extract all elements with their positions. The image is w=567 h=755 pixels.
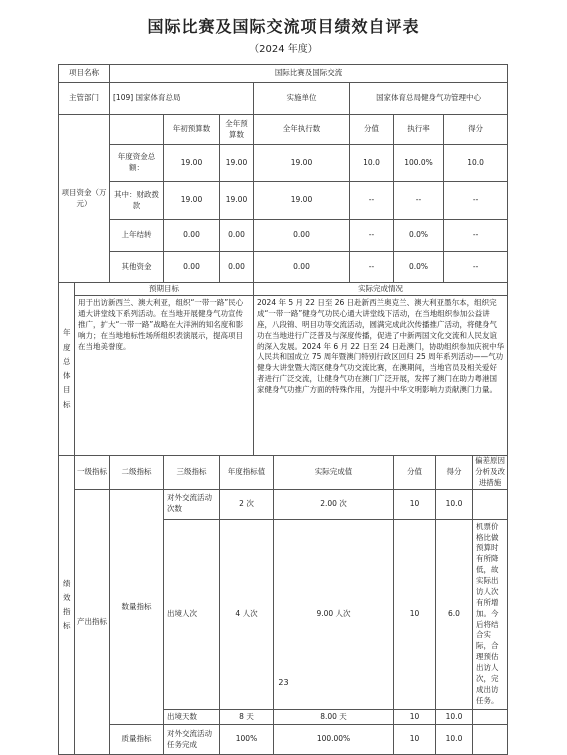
funds-cell: 19.00: [254, 182, 350, 220]
funds-cell: 10.0: [350, 145, 394, 182]
indicator-name: 出境天数: [164, 709, 220, 725]
level2-quantity: 数量指标: [110, 489, 164, 725]
project-name-label: 项目名称: [59, 65, 110, 83]
level2-quality: 质量指标: [110, 725, 164, 755]
indicator-header-target: 年度指标值: [220, 456, 274, 490]
indicator-header-actual: 实际完成值: [274, 456, 394, 490]
funds-cell: 0.0%: [394, 252, 444, 283]
funds-cell: 10.0: [444, 145, 508, 182]
funds-cell: 0.00: [164, 220, 220, 252]
expected-goal-text: 用于出访新西兰、澳大利亚，组织“一带一路”民心通大讲堂线下系列活动。在当地开展健身气功宣传推广，扩大“一带一路”战略在大洋洲的知名度和影响力；在当地地标性场所组织表演展示，提高项目在当地美誉度。: [75, 296, 254, 456]
funds-cell: --: [444, 182, 508, 220]
funds-header-score: 得分: [444, 115, 508, 145]
funds-cell: 19.00: [164, 145, 220, 182]
indicator-header-l3: 三级指标: [164, 456, 220, 490]
funds-header-annual: 全年预算数: [220, 115, 254, 145]
project-name-value: 国际比赛及国际交流: [110, 65, 508, 83]
indicator-weight: 10: [394, 725, 436, 755]
indicator-target: 2 次: [220, 489, 274, 519]
indicator-actual: 8.00 天: [274, 709, 394, 725]
dept-label: 主管部门: [59, 83, 110, 115]
indicators-section-label: 绩效指标: [59, 456, 75, 755]
funds-header-executed: 全年执行数: [254, 115, 350, 145]
indicator-actual: 100.00%: [274, 725, 394, 755]
indicator-weight: 10: [394, 489, 436, 519]
indicator-target: 8 天: [220, 709, 274, 725]
funds-header-blank: [110, 115, 164, 145]
dept-value: [109] 国家体育总局: [110, 83, 254, 115]
goals-section-label: 年度总体目标: [59, 283, 75, 456]
funds-cell: 0.00: [164, 252, 220, 283]
funds-cell: --: [444, 220, 508, 252]
evaluation-table: [58, 64, 508, 755]
level1-output: 产出指标: [75, 489, 110, 755]
unit-label: 实施单位: [254, 83, 350, 115]
funds-row-label: 其中：财政拨款: [110, 182, 164, 220]
indicator-weight: 10: [394, 709, 436, 725]
unit-value: 国家体育总局健身气功管理中心: [350, 83, 508, 115]
indicator-name: 出境人次: [164, 519, 220, 709]
document-year: （2024 年度）: [249, 44, 318, 55]
indicator-actual: 2.00 次: [274, 489, 394, 519]
actual-result-header: 实际完成情况: [254, 283, 508, 296]
indicator-target: 100%: [220, 725, 274, 755]
funds-cell: --: [394, 182, 444, 220]
funds-cell: 19.00: [220, 182, 254, 220]
indicator-deviation-empty: [473, 725, 508, 755]
funds-cell: 100.0%: [394, 145, 444, 182]
funds-row-label: 上年结转: [110, 220, 164, 252]
indicator-score: 6.0: [436, 519, 473, 709]
indicator-deviation-empty: [473, 709, 508, 725]
funds-cell: 0.0%: [394, 220, 444, 252]
funds-cell: 0.00: [254, 220, 350, 252]
indicator-target: 4 人次: [220, 519, 274, 709]
indicator-score: 10.0: [436, 725, 473, 755]
indicator-deviation-empty: [473, 489, 508, 519]
indicator-header-l1: 一级指标: [75, 456, 110, 490]
indicator-actual: 9.00 人次: [274, 519, 394, 709]
funds-cell: 0.00: [220, 220, 254, 252]
funds-cell: 19.00: [220, 145, 254, 182]
funds-cell: --: [444, 252, 508, 283]
actual-result-text: 2024 年 5 月 22 日至 26 日赴新西兰奥克兰、澳大利亚墨尔本，组织完成“一带一路”健身气功民心通大讲堂线下活动，在当地组织参加公益讲座，八段锦、明目功等交流活动，圆满完成此次传播推广活动，将健身气功在当地进行广泛普及与深度传播，促进了中新两国文化交流和人民友谊的深入发展。2024 年 6 月 22 日至 24 日赴澳门，协助组织参加庆祝中华人民共和国成立 75 周年暨澳门特别行政区回归 25 周年系列活动——气功健身大讲堂暨大湾区健身气功交流比赛，在澳期间，当地官员及相关爱好者进行广泛交流，让健身气功在澳门广泛开展，发挥了澳门在助力粤港国家健身气功推广方面的特殊作用，为提升中华文明影响力贡献澳门力量。: [254, 296, 508, 456]
funds-cell: --: [350, 252, 394, 283]
funds-cell: 19.00: [254, 145, 350, 182]
funds-header-initial: 年初预算数: [164, 115, 220, 145]
indicator-name: 对外交流活动任务完成: [164, 725, 220, 755]
expected-goal-header: 预期目标: [75, 283, 254, 296]
funds-row-label: 其他资金: [110, 252, 164, 283]
indicator-header-weight: 分值: [394, 456, 436, 490]
deviation-note: 机票价格比做预算时有所降低，故实际出访人次有所增加。今后将结合实际，合理预估出访人次，完成出访任务。: [473, 519, 508, 709]
indicator-header-score: 得分: [436, 456, 473, 490]
indicator-header-l2: 二级指标: [110, 456, 164, 490]
funds-section-label: 项目资金（万元）: [59, 115, 110, 283]
indicator-weight: 10: [394, 519, 436, 709]
funds-cell: --: [350, 182, 394, 220]
funds-cell: 0.00: [254, 252, 350, 283]
page-number: 23: [278, 678, 289, 687]
indicator-header-deviation: 偏差原因分析及改进措施: [473, 456, 508, 490]
indicator-name: 对外交流活动次数: [164, 489, 220, 519]
funds-cell: 0.00: [220, 252, 254, 283]
funds-header-rate: 执行率: [394, 115, 444, 145]
indicator-score: 10.0: [436, 489, 473, 519]
document-title: 国际比赛及国际交流项目绩效自评表: [147, 17, 420, 36]
funds-header-weight: 分值: [350, 115, 394, 145]
funds-cell: 19.00: [164, 182, 220, 220]
funds-cell: --: [350, 220, 394, 252]
funds-row-label: 年度资金总额：: [110, 145, 164, 182]
indicator-score: 10.0: [436, 709, 473, 725]
